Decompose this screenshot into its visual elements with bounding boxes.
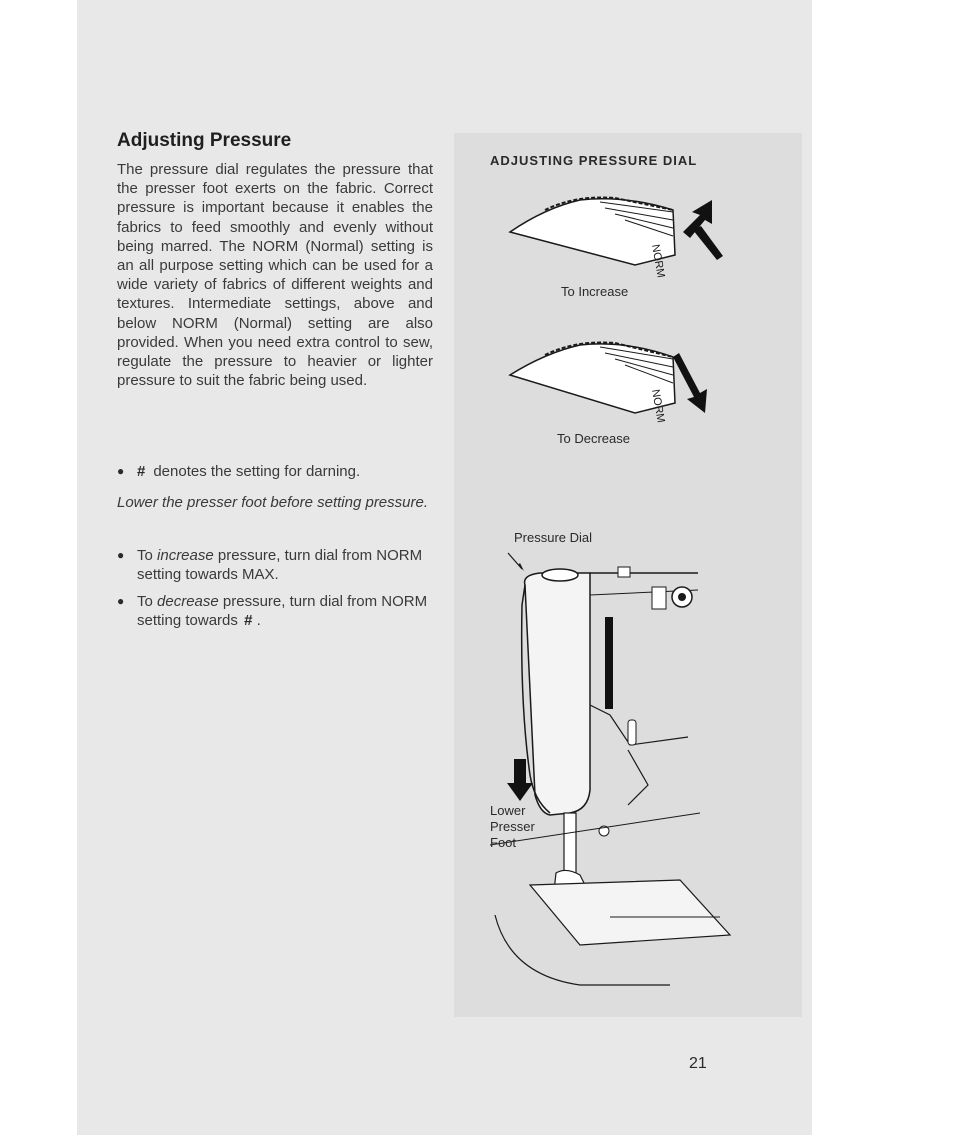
body-paragraph: The pressure dial regulates the pressure that the presser foot exerts on the fabric. Correct pressure is important because it enables the fabrics to feed smoothly and evenly without being marred. The NORM (Normal) setting is an all purpose setting which can be used for a wide variety of fabrics of different weights and textures. Intermediate settings, above and below NORM (Normal) setting are also provided. When you need extra control to sew, regulate the pressure to heavier or lighter pressure to suit the fabric being used. xyxy=(117,161,433,390)
bullet-dot-icon: ● xyxy=(117,464,125,478)
bullet-dot-icon: ● xyxy=(117,548,125,562)
bullet-dot-icon: ● xyxy=(117,594,125,608)
section-title: Adjusting Pressure xyxy=(117,130,292,151)
dial-norm-label: NORM xyxy=(649,243,667,279)
instruction-text: Lower the presser foot before setting pressure. xyxy=(117,494,429,511)
dial-norm-label: NORM xyxy=(649,388,667,424)
lower-presser-foot-label: Lower Presser Foot xyxy=(490,803,535,850)
page-number: 21 xyxy=(689,1055,707,1072)
darning-symbol-icon: # xyxy=(244,612,253,630)
darning-note-text: denotes the setting for darning. xyxy=(153,463,361,480)
decrease-bullet: ● To decrease pressure, turn dial from NORM setting towards # . xyxy=(117,593,428,630)
darning-note xyxy=(117,462,433,481)
pressure-dial-label: Pressure Dial xyxy=(514,530,593,545)
decrease-emphasis: decrease xyxy=(157,593,219,610)
decrease-caption: To Decrease xyxy=(557,431,630,446)
darning-symbol-icon: # xyxy=(137,463,146,480)
increase-caption: To Increase xyxy=(561,284,629,299)
increase-emphasis: increase xyxy=(157,547,214,564)
pressure-dial-knob xyxy=(542,569,578,581)
pressure-dial-increase-illustration xyxy=(505,190,735,280)
increase-bullet: ● To increase pressure, turn dial from NORM setting towards MAX. xyxy=(117,547,423,584)
pressure-dial-decrease-illustration xyxy=(505,335,735,430)
sewing-machine-illustration xyxy=(470,545,770,1005)
figure-title: ADJUSTING PRESSURE DIAL xyxy=(490,153,698,168)
arrow-down-icon xyxy=(673,353,707,413)
